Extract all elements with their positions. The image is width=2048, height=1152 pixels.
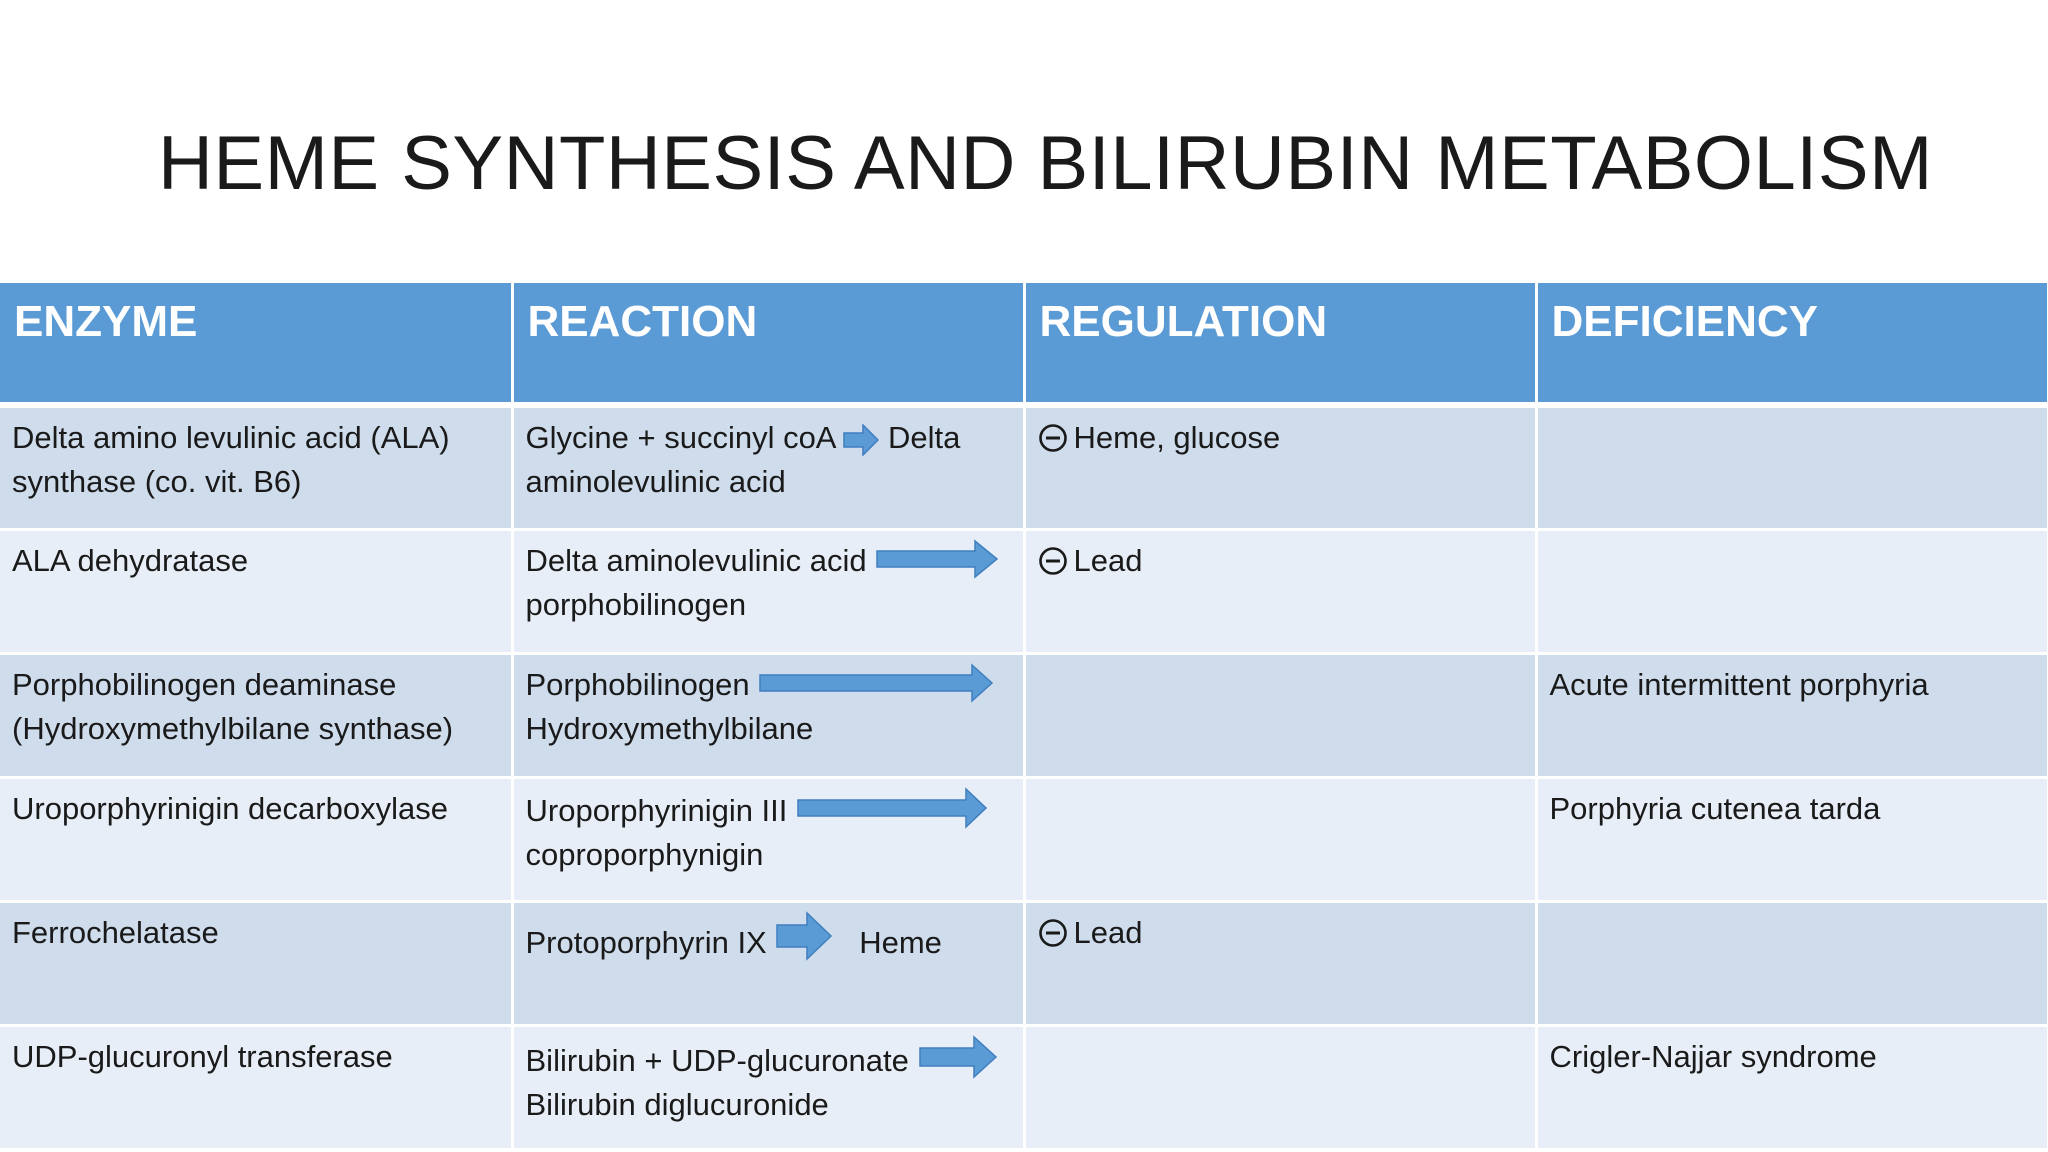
- reaction-cell: [512, 653, 1024, 777]
- enzyme-table: [0, 283, 2048, 1151]
- enzyme-name-cont: (Hydroxymethylbilane synthase): [12, 710, 454, 746]
- reaction-cell: [512, 901, 1024, 1025]
- reaction-arrow-icon: [918, 1035, 998, 1079]
- regulation-cell: [1024, 1025, 1536, 1149]
- reaction-arrow-icon: [796, 787, 988, 829]
- enzyme-name: Ferrochelatase: [12, 914, 219, 950]
- reaction-arrow-icon: [775, 911, 833, 961]
- enzyme-name: Uroporphyrinigin decarboxylase: [12, 790, 448, 826]
- reaction-substrate: Protoporphyrin IX: [525, 924, 767, 960]
- reaction-substrate: Uroporphyrinigin III: [525, 792, 788, 828]
- enzyme-cell: [0, 529, 512, 653]
- regulation-text: Lead: [1073, 542, 1143, 578]
- enzyme-name: Delta amino levulinic acid (ALA): [12, 420, 450, 455]
- regulation-cell: [1024, 529, 1536, 653]
- regulation-cell: [1024, 901, 1536, 1025]
- table-row: [0, 405, 2048, 529]
- header-regulation: REGULATION: [1024, 283, 1536, 405]
- inhibition-icon: [1038, 546, 1068, 576]
- table-row: [0, 1025, 2048, 1149]
- enzyme-name: ALA dehydratase: [12, 542, 249, 578]
- reaction-cell: [512, 777, 1024, 901]
- enzyme-cell: [0, 1025, 512, 1149]
- deficiency-cell: Porphyria cutenea tarda: [1536, 777, 2048, 901]
- enzyme-cell: [0, 653, 512, 777]
- regulation-text: Heme, glucose: [1073, 420, 1281, 455]
- reaction-substrate: Bilirubin + UDP-glucuronate: [525, 1042, 909, 1078]
- table-row: [0, 529, 2048, 653]
- inhibition-icon: [1038, 918, 1068, 948]
- reaction-substrate: Glycine + succinyl coA: [525, 420, 835, 455]
- reaction-substrate: Porphobilinogen: [525, 666, 750, 702]
- table-row: [0, 653, 2048, 777]
- enzyme-cell: [0, 405, 512, 529]
- reaction-product: Delta: [888, 420, 961, 455]
- enzyme-name: Porphobilinogen deaminase: [12, 666, 397, 702]
- inhibition-icon: [1038, 423, 1068, 453]
- deficiency-cell: Crigler-Najjar syndrome: [1536, 1025, 2048, 1149]
- slide-title: HEME SYNTHESIS AND BILIRUBIN METABOLISM: [158, 121, 1933, 206]
- reaction-product: coproporphynigin: [525, 836, 764, 872]
- table-header-row: [0, 283, 2048, 405]
- header-enzyme: ENZYME: [0, 283, 512, 405]
- reaction-product: porphobilinogen: [525, 586, 747, 622]
- reaction-product: Hydroxymethylbilane: [525, 710, 814, 746]
- enzyme-name: UDP-glucuronyl transferase: [12, 1038, 393, 1074]
- reaction-arrow-icon: [875, 539, 999, 579]
- reaction-arrow-icon: [843, 424, 879, 456]
- reaction-cell: [512, 405, 1024, 529]
- deficiency-cell: [1536, 901, 2048, 1025]
- header-reaction: REACTION: [512, 283, 1024, 405]
- enzyme-cell: [0, 901, 512, 1025]
- reaction-cell: [512, 529, 1024, 653]
- regulation-text: Lead: [1073, 914, 1143, 950]
- reaction-arrow-icon: [758, 663, 994, 703]
- deficiency-cell: [1536, 529, 2048, 653]
- deficiency-cell: Acute intermittent porphyria: [1536, 653, 2048, 777]
- regulation-cell: [1024, 777, 1536, 901]
- reaction-cell: [512, 1025, 1024, 1149]
- deficiency-cell: [1536, 405, 2048, 529]
- enzyme-name-cont: synthase (co. vit. B6): [12, 464, 302, 499]
- reaction-substrate: Delta aminolevulinic acid: [525, 542, 867, 578]
- regulation-cell: [1024, 653, 1536, 777]
- header-deficiency: DEFICIENCY: [1536, 283, 2048, 405]
- table-row: [0, 777, 2048, 901]
- reaction-product-cont: aminolevulinic acid: [525, 464, 786, 499]
- enzyme-cell: [0, 777, 512, 901]
- reaction-product: Bilirubin diglucuronide: [525, 1086, 829, 1122]
- regulation-cell: [1024, 405, 1536, 529]
- reaction-product: Heme: [859, 924, 942, 960]
- table-row: [0, 901, 2048, 1025]
